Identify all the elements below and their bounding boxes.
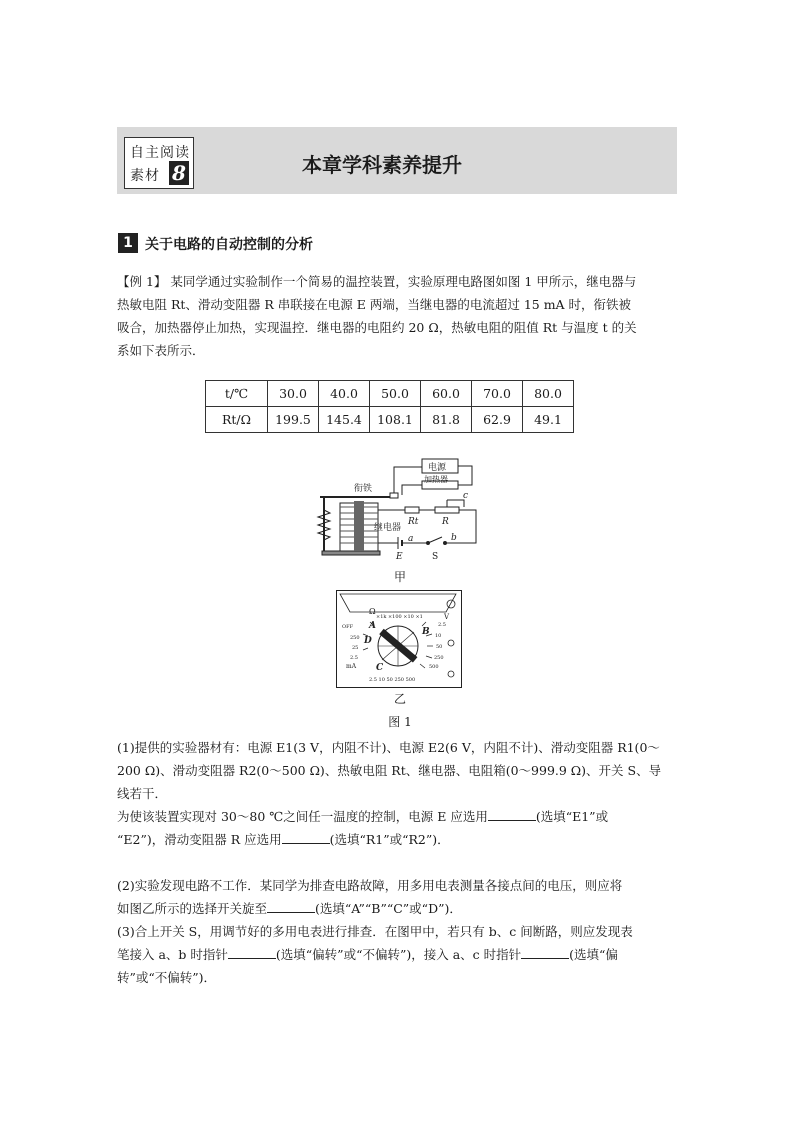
table-header-cell: t/℃	[206, 381, 268, 407]
example-line: 吸合，加热器停止加热，实现温控．继电器的电阻约 20 Ω，热敏电阻的阻值 Rt 与温度 t 的关	[117, 320, 637, 335]
table-cell: 70.0	[472, 381, 523, 407]
question-line: 线若干．	[117, 786, 168, 801]
question-text: 为使该装置实现对 30～80 ℃之间任一温度的控制，电源 E 应选用	[117, 809, 488, 824]
position-c-label: C	[376, 663, 384, 673]
section-number-badge: 1	[118, 233, 138, 253]
question-3	[117, 920, 677, 989]
ma-label: mA	[346, 663, 357, 670]
question-line: 200 Ω)、滑动变阻器 R2(0～500 Ω)、热敏电阻 Rt、继电器、电阻箱(0～999.9 Ω)、开关 S、导	[117, 763, 662, 778]
question-text: (选填“A”“B”“C”或“D”)．	[315, 901, 462, 916]
base-plate	[322, 551, 380, 555]
table-header-cell: Rt/Ω	[206, 407, 268, 433]
voltage-label: V	[444, 613, 450, 621]
range-label: 250	[350, 635, 360, 641]
e-label: E	[396, 552, 403, 562]
question-1	[117, 736, 677, 851]
power-label: 电源	[428, 463, 447, 473]
iron-core	[354, 501, 364, 551]
question-text: 笔接入 a、b 时指针	[117, 947, 228, 962]
question-line	[117, 943, 677, 966]
table-row	[206, 407, 574, 433]
tag-line-1: 自主阅读	[130, 145, 190, 161]
question-line: (1)提供的实验器材有：电源 E1(3 V，内阻不计)、电源 E2(6 V，内阻不计)、滑动变阻器 R1(0～	[117, 740, 660, 755]
range-label: 2.5	[438, 622, 446, 628]
example-line: 热敏电阻 Rt、滑动变阻器 R 串联接在电源 E 两端，当继电器的电流超过 15 mA 时，衔铁被	[117, 297, 632, 312]
answer-blank[interactable]	[228, 946, 276, 959]
question-2	[117, 874, 677, 920]
section-title: 关于电路的自动控制的分析	[145, 237, 313, 253]
table-cell: 50.0	[370, 381, 421, 407]
question-line	[117, 897, 677, 920]
r-label: R	[442, 517, 449, 527]
question-text: (选填“偏转”或“不偏转”)，接入 a、c 时指针	[275, 947, 522, 962]
s-label: S	[432, 552, 439, 562]
table-row	[206, 381, 574, 407]
table-cell: 81.8	[421, 407, 472, 433]
question-text: 如图乙所示的选择开关旋至	[117, 901, 268, 916]
question-text: “E2”)，滑动变阻器 R 应选用	[117, 832, 282, 847]
c-label: c	[463, 491, 469, 501]
table-cell: 30.0	[268, 381, 319, 407]
circuit-diagram	[310, 455, 490, 570]
table-cell: 199.5	[268, 407, 319, 433]
question-text: (选填“偏	[569, 947, 618, 962]
relay-label: 继电器	[374, 523, 402, 533]
range-label: 2.5	[350, 655, 358, 661]
example-line: 【例 1】 某同学通过实验制作一个简易的温控装置，实验原理电路图如图 1 甲所示，继电器与	[117, 274, 637, 289]
question-line	[117, 805, 677, 828]
question-text: (选填“E1”或	[535, 809, 609, 824]
contact-icon	[390, 493, 398, 498]
rt-label: Rt	[408, 517, 419, 527]
heater-label: 加热器	[424, 475, 448, 484]
table-cell: 40.0	[319, 381, 370, 407]
answer-blank[interactable]	[282, 831, 330, 844]
range-label: 10	[435, 633, 442, 639]
dcv-scale-label: 2.5 10 50 250 500	[369, 677, 416, 683]
table-cell: 108.1	[370, 407, 421, 433]
table-cell: 60.0	[421, 381, 472, 407]
position-d-label: D	[364, 636, 372, 646]
position-a-label: A	[369, 621, 376, 631]
thermistor-icon	[405, 507, 419, 513]
multimeter-diagram	[336, 590, 462, 688]
question-line: 转”或“不偏转”)．	[117, 970, 217, 985]
question-line: (2)实验发现电路不工作．某同学为排查电路故障，用多用电表测量各接点间的电压，则应将	[117, 878, 623, 893]
table-cell: 62.9	[472, 407, 523, 433]
range-label: 25	[352, 645, 359, 651]
figure-caption-yi: 乙	[393, 692, 406, 706]
table-cell: 80.0	[523, 381, 574, 407]
rheostat-icon	[435, 507, 459, 513]
range-label: 250	[434, 655, 444, 661]
switch-icon	[428, 537, 442, 543]
page-title: 本章学科素养提升	[302, 153, 462, 177]
armature-label: 衔铁	[354, 484, 373, 494]
off-label: OFF	[342, 624, 354, 630]
temperature-resistance-table	[205, 380, 574, 433]
range-label: 500	[429, 664, 439, 670]
b-label: b	[451, 533, 457, 543]
position-b-label: B	[422, 627, 430, 637]
answer-blank[interactable]	[267, 900, 315, 913]
reading-material-tag	[124, 137, 194, 189]
tag-number: 8	[169, 161, 189, 185]
table-cell: 145.4	[319, 407, 370, 433]
example-line: 系如下表所示．	[117, 343, 205, 358]
tag-line-2: 素材	[130, 168, 160, 184]
question-text: (选填“R1”或“R2”)．	[329, 832, 450, 847]
question-line	[117, 828, 677, 851]
question-line: (3)合上开关 S，用调节好的多用电表进行排查．在图甲中，若只有 b、c 间断路，则应发现表	[117, 924, 633, 939]
a-label: a	[408, 534, 414, 544]
figure-caption-jia: 甲	[393, 570, 406, 584]
table-cell: 49.1	[523, 407, 574, 433]
figure-caption: 图 1	[388, 715, 412, 729]
example-paragraph	[117, 270, 677, 362]
answer-blank[interactable]	[488, 808, 536, 821]
range-label: 50	[436, 644, 443, 650]
answer-blank[interactable]	[521, 946, 569, 959]
omega-label: Ω	[369, 607, 376, 616]
ohm-scale-label: ×1k ×100 ×10 ×1	[376, 614, 423, 620]
